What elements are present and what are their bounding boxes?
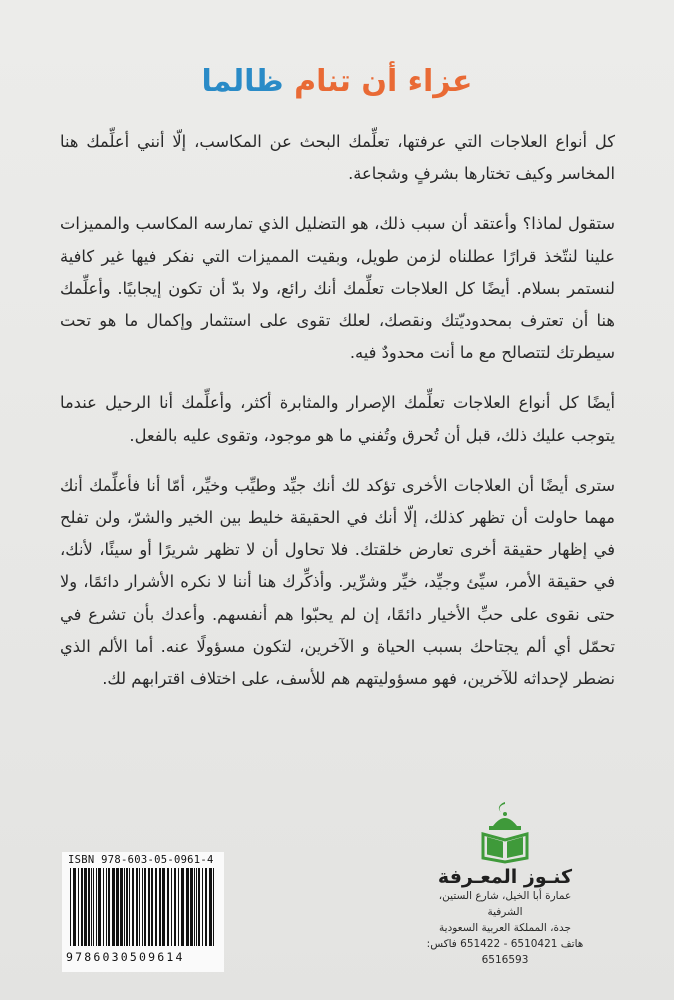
barcode-bar — [98, 868, 101, 946]
barcode-bar — [112, 868, 115, 946]
barcode-bar — [171, 868, 172, 946]
publisher-block — [420, 800, 590, 966]
publisher-logo-icon — [473, 800, 537, 864]
barcode-bar — [116, 868, 119, 946]
barcode-bar — [91, 868, 92, 946]
barcode-bar — [144, 868, 146, 946]
barcode-bar — [162, 868, 165, 946]
barcode-bar — [174, 868, 176, 946]
barcode-bar — [124, 868, 125, 946]
barcode-bar — [126, 868, 128, 946]
barcode-bar — [93, 868, 94, 946]
barcode-bar — [84, 868, 87, 946]
barcode-bar — [88, 868, 90, 946]
barcode-bar — [120, 868, 123, 946]
publisher-contact: هاتف 6510421 - 651422 فاكس: 6516593 — [426, 938, 584, 966]
title-part-one: عزاء أن تنام — [294, 64, 473, 99]
paragraph: كل أنواع العلاجات التي عرفتها، تعلِّمك البحث عن المكاسب، إلّا أنني أعلِّمك هنا المخاسر وكيف تختارها بشرفٍ وشجاعة. — [60, 132, 615, 184]
barcode-bar — [73, 868, 76, 946]
barcode-bar — [178, 868, 179, 946]
barcode-bar — [167, 868, 169, 946]
publisher-city: جدة، المملكة العربية السعودية — [439, 922, 571, 934]
barcode-bar — [190, 868, 193, 946]
title-part-two: ظالما — [201, 64, 284, 99]
barcode-bar — [139, 868, 140, 946]
barcode-bar — [136, 868, 138, 946]
barcode-bar — [81, 868, 83, 946]
barcode-bar — [78, 868, 79, 946]
barcode-bar — [205, 868, 207, 946]
barcode-bar — [151, 868, 153, 946]
book-title — [0, 62, 674, 102]
barcode-bar — [103, 868, 104, 946]
publisher-address: عمارة أبا الخيل، شارع الستين، الشرفية — [438, 890, 572, 918]
barcode-bars — [68, 868, 218, 946]
barcode-bar — [148, 868, 150, 946]
barcode-bar — [213, 868, 214, 946]
barcode-bar — [209, 868, 212, 946]
barcode-digits: 9786030509614 — [66, 950, 185, 964]
barcode-bar — [186, 868, 189, 946]
paragraph: ستقول لماذا؟ وأعتقد أن سبب ذلك، هو التضليل الذي تمارسه المكاسب والمميزات علينا لنتّخذ قرارًا عطلناه لزمن طويل، وبقيت المميزات التي نفكر فيها غير كافية لنستمر بسلام. أيضًا كل العلاجات تعلِّمك أنك رائع، ولا بدّ أن تكون إيجابيًا. وأعلِّمك هنا أن تعترف بمحدوديّتك ونقصك، لعلك تقوى على استثمار وإكمال ما هو تحت سيطرتك لتتصالح مع ما أنت محدودٌ فيه. — [60, 214, 615, 363]
barcode-bar — [159, 868, 161, 946]
barcode-bar — [129, 868, 130, 946]
barcode-bar — [132, 868, 134, 946]
barcode-bar — [155, 868, 157, 946]
barcode-bar — [196, 868, 197, 946]
barcode-bar — [198, 868, 200, 946]
barcode-bar — [181, 868, 184, 946]
barcode-bar — [70, 868, 71, 946]
blurb-text — [60, 126, 615, 713]
paragraph: أيضًا كل أنواع العلاجات تعلِّمك الإصرار والمثابرة أكثر، وأعلِّمك أنا الرحيل عندما يتوجب عليك ذلك، قبل أن تُحرق وتُفني ما هو موجود، وتقوى عليه بالفعل. — [60, 393, 615, 445]
barcode-bar — [202, 868, 203, 946]
barcode-bar — [96, 868, 97, 946]
barcode-bar — [142, 868, 143, 946]
publisher-name: كنـوز المعـرفة — [437, 866, 573, 888]
barcode — [62, 852, 224, 972]
paragraph: سترى أيضًا أن العلاجات الأخرى تؤكد لك أنك جيِّد وطيِّب وخيِّر، أمّا أنا فأعلِّمك أنك مهما حاولت أن تظهر كذلك، إلّا أنك في الحقيقة خليط بين الخير والشرّ، ولن تفلح في إظهار حقيقة أخرى تعارض خلقتك. فلا تحاول أن لا تظهر شريرًا أو سيئًا، لأنك، في حقيقة الأمر، سيِّئ وجيِّد، خيِّر وشرِّير. وأذكِّرك هنا أننا لا نكره الأشرار دائمًا، ولا حتى نقوى على حبِّ الأخيار دائمًا، إن لم يحبّوا هم أنفسهم. وأعدك بأن تشرع في تحمّل أي ألم يجتاحك بسبب الحياة و الآخرين، لتكون مسؤولًا عنه. أما الألم الذي نضطر لإحداثه للآخرين، فهو مسؤوليتهم هم للأسف، على اختلاف اقترابهم لك. — [60, 475, 615, 689]
barcode-bar — [108, 868, 110, 946]
barcode-bar — [194, 868, 195, 946]
isbn-label: ISBN 978-603-05-0961-4 — [68, 854, 214, 866]
barcode-bar — [106, 868, 107, 946]
